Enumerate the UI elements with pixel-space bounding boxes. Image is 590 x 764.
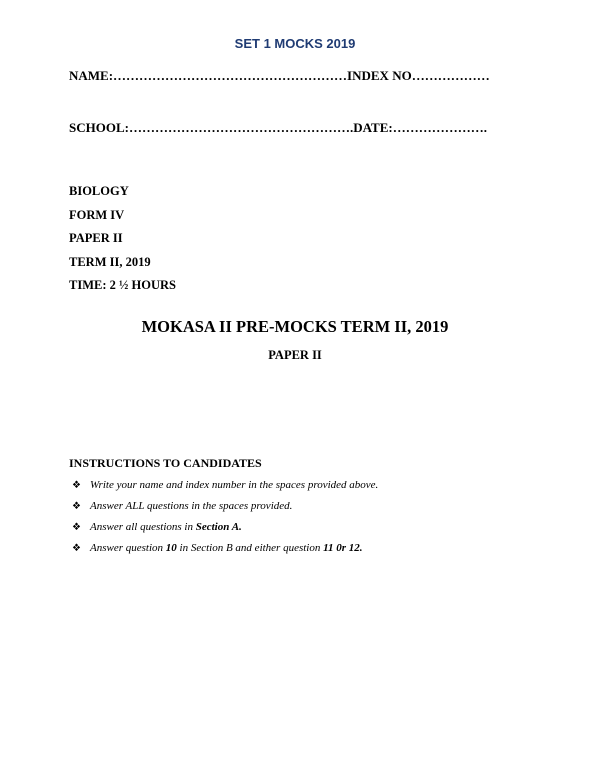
diamond-bullet-icon: ❖ [72,543,81,554]
instruction-text: Answer question [90,542,166,554]
school-date-line [69,120,487,136]
instruction-text: Write your name and index number in the spaces provided above. [90,479,379,491]
paper-line: PAPER II [69,231,123,245]
instruction-emphasis: 10 [165,542,177,554]
list-item [72,538,378,559]
date-field-label: DATE:…………………. [353,120,487,135]
subject-line: BIOLOGY [69,184,129,198]
subject-info-block [69,180,176,298]
diamond-bullet-icon: ❖ [72,501,81,512]
instructions-list [72,475,378,559]
instructions-heading: INSTRUCTIONS TO CANDIDATES [69,456,262,470]
list-item [72,475,378,496]
school-field-label: SCHOOL:……………………………………………. [69,120,354,135]
diamond-bullet-icon: ❖ [72,480,81,491]
index-field-label: INDEX NO……………… [347,68,490,83]
instruction-emphasis: 11 0r 12. [323,542,363,554]
name-index-line [69,68,490,84]
diamond-bullet-icon: ❖ [72,522,81,533]
exam-title: MOKASA II PRE-MOCKS TERM II, 2019 [141,317,449,336]
exam-paper-subtitle: PAPER II [268,348,322,362]
time-line: TIME: 2 ½ HOURS [69,278,176,292]
name-field-label: NAME:……………………………………………… [69,68,348,83]
term-line: TERM II, 2019 [69,254,151,269]
list-item [72,496,378,517]
instruction-text: Answer ALL questions in the spaces provided. [90,500,293,512]
list-item [72,517,378,538]
instruction-text: in Section B and either question [176,542,324,554]
instruction-text: Answer all questions in [90,521,196,533]
instruction-emphasis: Section A. [195,521,242,533]
form-line: FORM IV [69,207,125,222]
document-header-title: SET 1 MOCKS 2019 [234,36,356,51]
